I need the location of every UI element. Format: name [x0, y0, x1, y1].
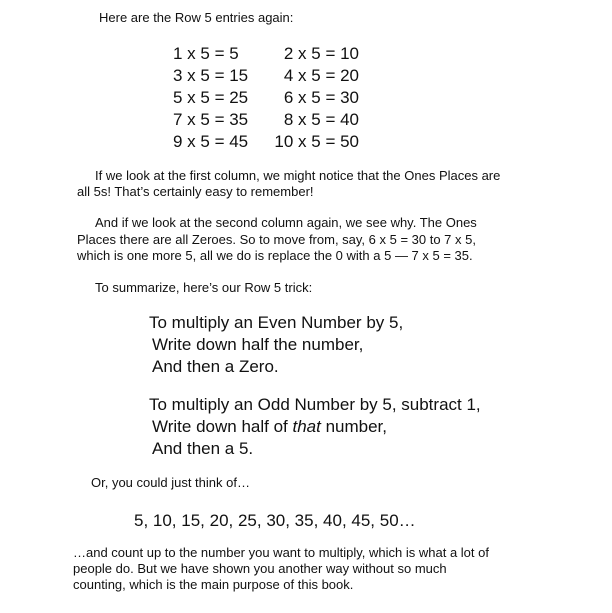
paragraph-line: …and count up to the number you want to multiply, which is what a lot of — [73, 545, 489, 560]
table-cell: 9 x 5 = 45 — [173, 132, 249, 151]
table-cell: 4 x 5 = 20 — [283, 66, 359, 85]
table-cell: 1 x 5 = 5 — [173, 44, 239, 63]
table-cell: 8 x 5 = 40 — [283, 110, 359, 129]
summary-intro: To summarize, here’s our Row 5 trick: — [95, 280, 313, 295]
rule-text: Write down half of — [152, 417, 293, 436]
rule-line: And then a Zero. — [152, 357, 279, 376]
paragraph-line: And if we look at the second column again, we see why. The Ones — [95, 215, 477, 230]
or-text: Or, you could just think of… — [91, 475, 250, 490]
table-cell: 5 x 5 = 25 — [173, 88, 249, 107]
emphasis-text: that — [292, 417, 321, 436]
intro-text: Here are the Row 5 entries again: — [99, 10, 294, 25]
multiples-sequence: 5, 10, 15, 20, 25, 30, 35, 40, 45, 50… — [134, 511, 416, 530]
paragraph-line: counting, which is the main purpose of this book. — [73, 577, 354, 592]
rule-line: To multiply an Even Number by 5, — [149, 313, 404, 332]
rule-text: number, — [320, 417, 387, 436]
table-cell: 7 x 5 = 35 — [173, 110, 249, 129]
rule-line — [152, 418, 387, 435]
paragraph-line: which is one more 5, all we do is replace the 0 with a 5 — 7 x 5 = 35. — [77, 248, 473, 263]
rule-line: To multiply an Odd Number by 5, subtract 1, — [149, 395, 481, 414]
paragraph-line: If we look at the first column, we might notice that the Ones Places are — [95, 168, 501, 183]
table-cell: 6 x 5 = 30 — [283, 88, 359, 107]
table-cell: 2 x 5 = 10 — [283, 44, 359, 63]
paragraph-line: all 5s! That’s certainly easy to remember! — [77, 184, 314, 199]
table-cell: 3 x 5 = 15 — [173, 66, 249, 85]
paragraph-line: people do. But we have shown you another way without so much — [73, 561, 447, 576]
rule-line: And then a 5. — [152, 439, 254, 458]
rule-line: Write down half the number, — [152, 335, 364, 354]
table-cell: 10 x 5 = 50 — [274, 132, 359, 151]
paragraph-line: Places there are all Zeroes. So to move from, say, 6 x 5 = 30 to 7 x 5, — [77, 232, 476, 247]
